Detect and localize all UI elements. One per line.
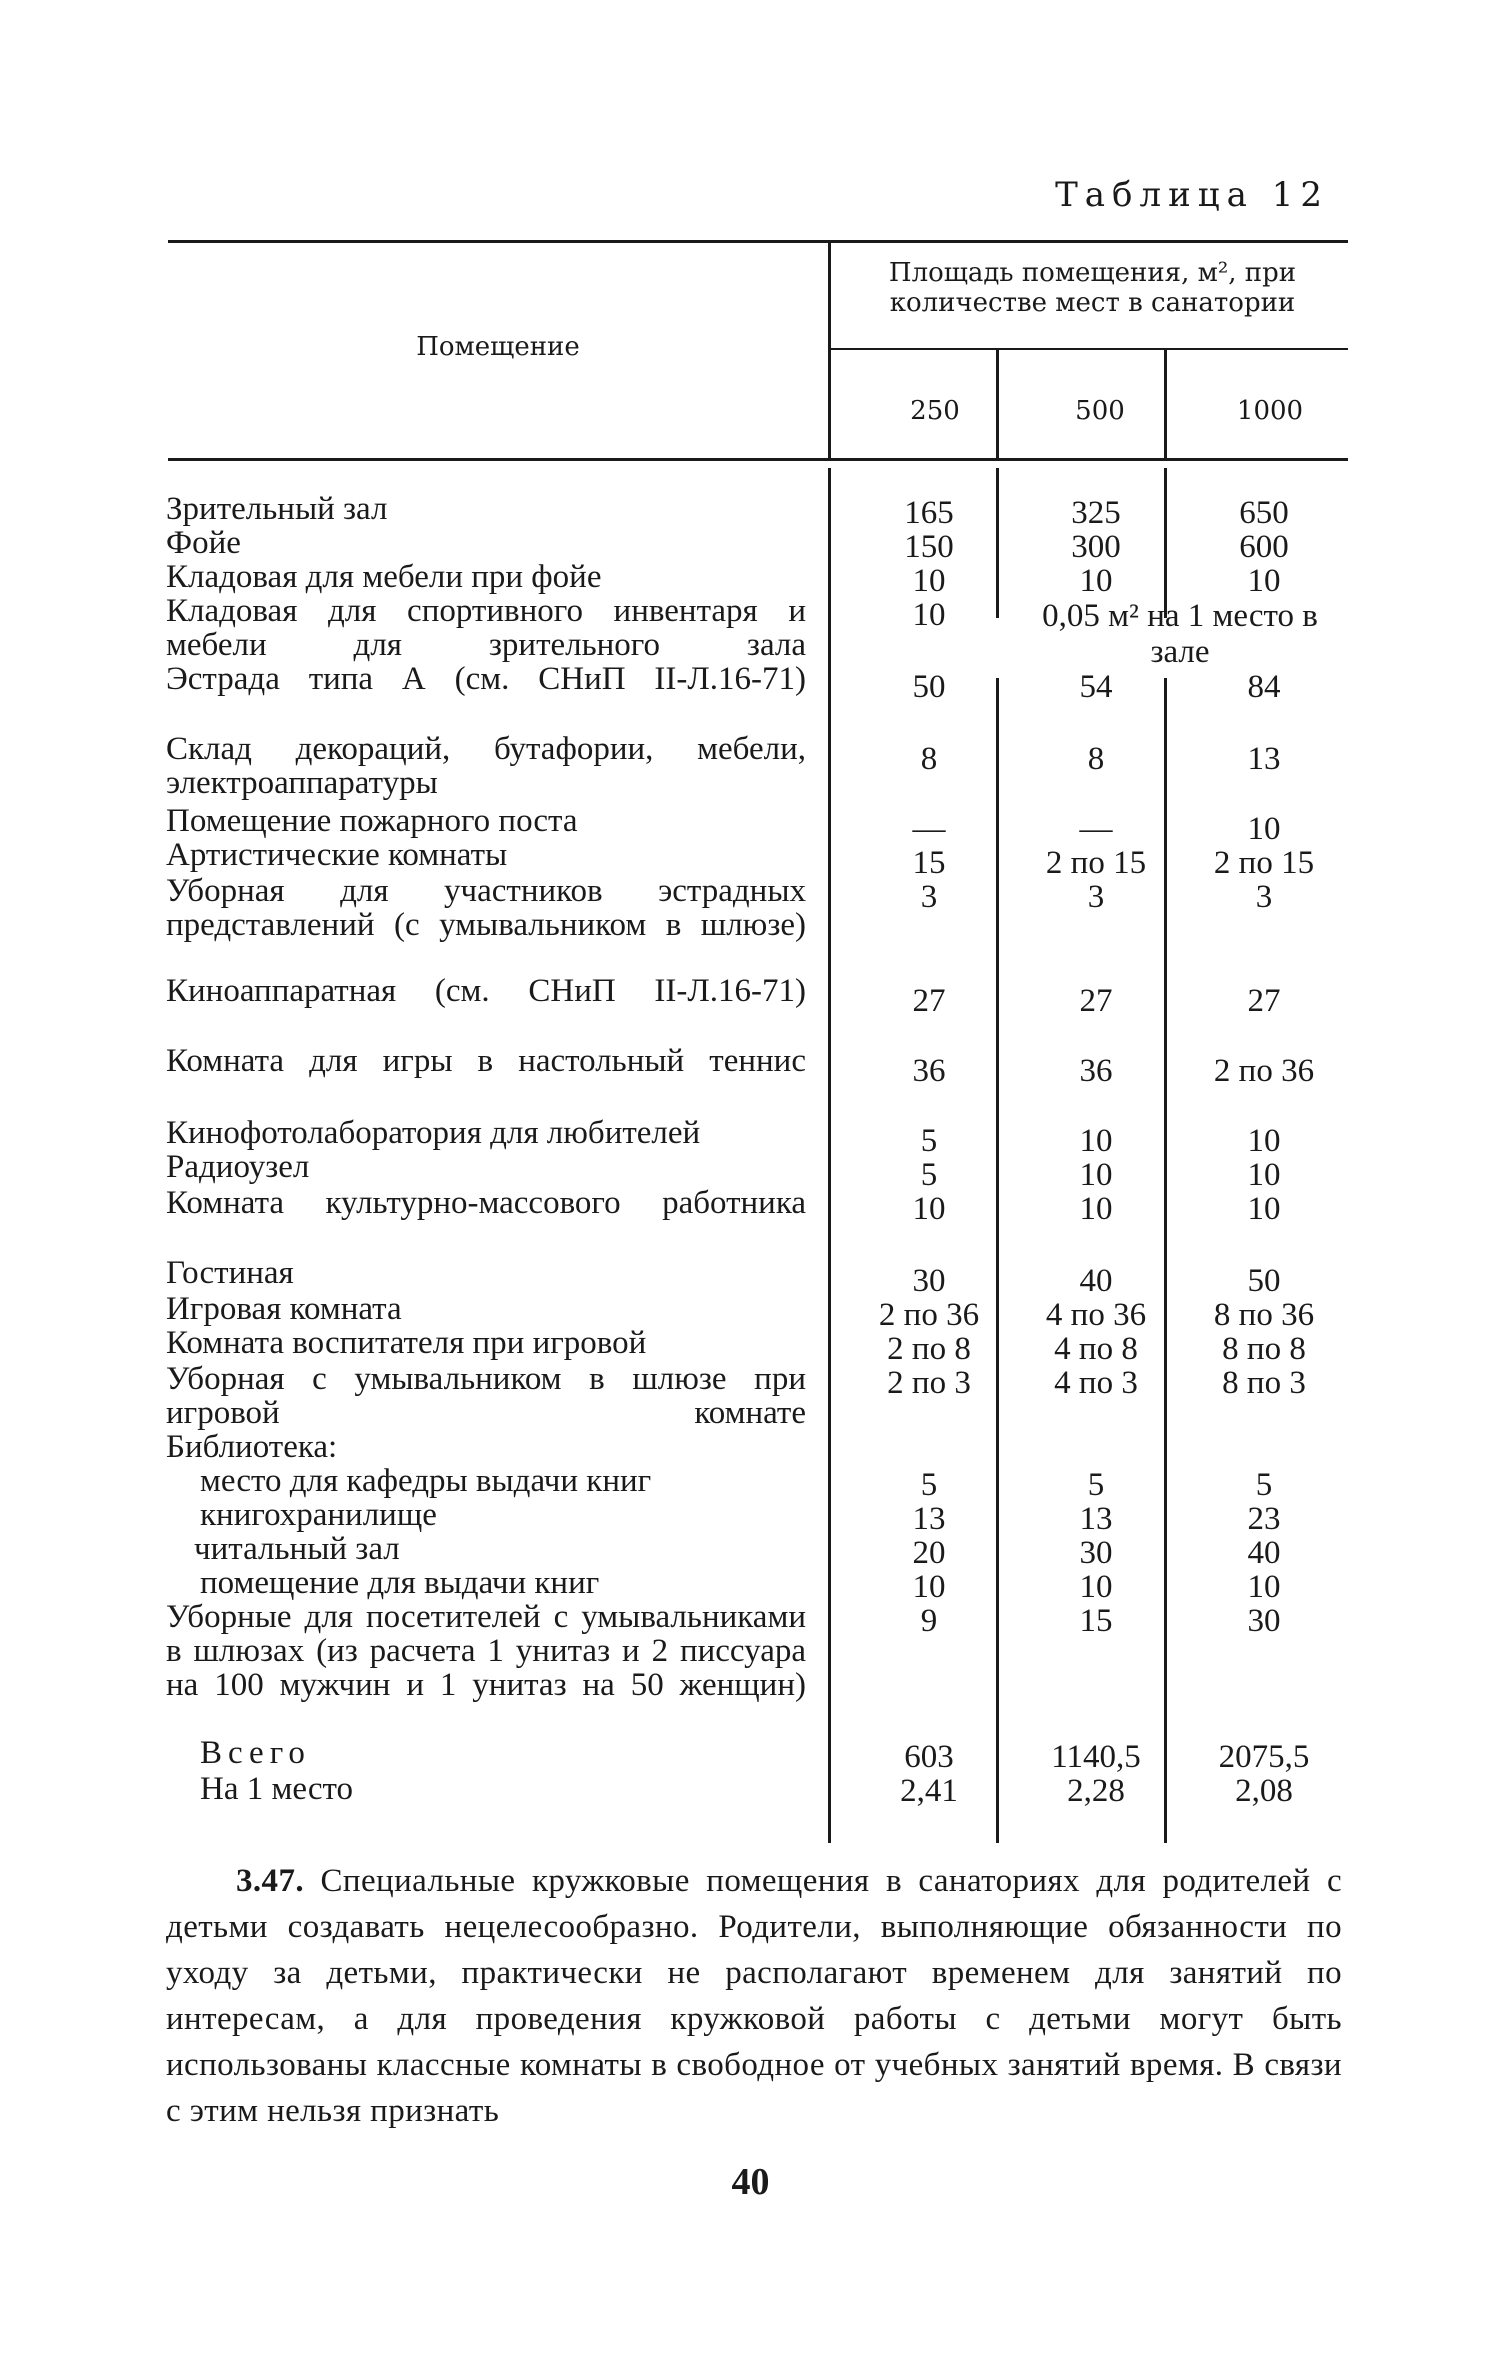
table-row-name: Библиотека:	[166, 1429, 338, 1465]
table-cell: 30	[912, 1263, 946, 1299]
header-bottom-rule	[168, 458, 1348, 461]
table-row-name: Игровая комната	[166, 1291, 402, 1327]
table-cell: 9	[920, 1603, 938, 1639]
table-cell: 165	[904, 495, 954, 531]
table-cell: 15	[1079, 1603, 1113, 1639]
table-cell: 2 по 15	[1213, 845, 1315, 881]
table-cell: 40	[1247, 1535, 1281, 1571]
header-room: Помещение	[416, 332, 580, 362]
table-cell: 10	[1079, 1569, 1113, 1605]
table-cell: 40	[1079, 1263, 1113, 1299]
table-row-name: место для кафедры выдачи книг	[200, 1463, 652, 1499]
per-seat-cell: 2,08	[1235, 1773, 1293, 1809]
table-row-name: Комната культурно-массового работника	[166, 1185, 806, 1221]
header-inner-rule	[830, 348, 1348, 350]
page-number: 40	[731, 2161, 770, 2203]
table-cell: 15	[912, 845, 946, 881]
header-seats-250: 250	[910, 396, 960, 426]
table-row-name: Зрительный зал	[166, 491, 388, 527]
table-cell: 30	[1079, 1535, 1113, 1571]
table-cell: —	[912, 811, 946, 847]
table-cell: 10	[1247, 811, 1281, 847]
table-cell-span: 0,05 м² на 1 место в зале	[1042, 598, 1318, 670]
table-row-name: книгохранилище	[200, 1497, 437, 1533]
table-cell: 300	[1071, 529, 1121, 565]
table-row-name: Фойе	[166, 525, 241, 561]
table-row-name: помещение для выдачи книг	[200, 1565, 600, 1601]
table-cell: 10	[1079, 563, 1113, 599]
table-row-name: Радиоузел	[166, 1149, 310, 1185]
table-cell: 4 по 36	[1045, 1297, 1147, 1333]
per-seat-cell: 2,41	[900, 1773, 958, 1809]
table-cell: 8	[1087, 741, 1105, 777]
table-cell: 8 по 8	[1222, 1331, 1306, 1367]
table-cell: 10	[912, 1191, 946, 1227]
table-cell: 13	[1247, 741, 1281, 777]
table-row-name: Уборная с умывальником в шлюзе при игровой комнате	[166, 1361, 806, 1431]
table-cell: 8 по 36	[1213, 1297, 1315, 1333]
table-cell: 50	[1247, 1263, 1281, 1299]
table-cell: 2 по 36	[878, 1297, 980, 1333]
table-cell: 3	[920, 879, 938, 915]
table-cell: 13	[912, 1501, 946, 1537]
table-cell: 13	[1079, 1501, 1113, 1537]
table-cell: 5	[1087, 1467, 1105, 1503]
table-cell: 8 по 3	[1222, 1365, 1306, 1401]
table-row-name: читальный зал	[194, 1531, 400, 1567]
table-row-name: Помещение пожарного поста	[166, 803, 578, 839]
table-row-name: Кладовая для спортивного инвентаря и мебели для зрительного зала	[166, 593, 806, 663]
table-row-name: Гостиная	[166, 1255, 294, 1291]
table-row-name: Склад декораций, бутафории, мебели, электроаппаратуры	[166, 731, 806, 801]
paragraph-text: Специальные кружковые помещения в санаториях для родителей с детьми создавать нецелесообразно. Родители, выполняющие обязанности по уходу за детьми, практически не располагают временем для занятий по интересам, а для проведения кружковой работы с детьми могут быть использованы классные комнаты в свободное от учебных занятий время. В связи с этим нельзя признать	[166, 1863, 1342, 2129]
table-top-rule	[168, 240, 1348, 243]
header-area: Площадь помещения, м², при количестве мест в санатории	[888, 258, 1297, 318]
table-row-name: Кинофотолаборатория для любителей	[166, 1115, 701, 1151]
table-cell: 2 по 3	[887, 1365, 971, 1401]
table-cell: 4 по 8	[1054, 1331, 1138, 1367]
table-row-name: Кладовая для мебели при фойе	[166, 559, 602, 595]
table-cell: 23	[1247, 1501, 1281, 1537]
table-cell: 5	[920, 1123, 938, 1159]
total-label: Всего	[200, 1735, 311, 1771]
table-cell: 30	[1247, 1603, 1281, 1639]
table-cell: 3	[1255, 879, 1273, 915]
table-cell: 36	[1079, 1053, 1113, 1089]
table-row-name: Уборная для участников эстрадных представлений (с умывальником в шлюзе)	[166, 873, 806, 943]
total-cell: 603	[904, 1739, 954, 1775]
table-cell: 27	[912, 983, 946, 1019]
table-caption: Таблица 12	[1055, 175, 1329, 215]
table-cell: 5	[920, 1467, 938, 1503]
table-cell: 10	[912, 597, 946, 633]
table-cell: 650	[1239, 495, 1289, 531]
table-cell: 600	[1239, 529, 1289, 565]
table-cell: 10	[1247, 1569, 1281, 1605]
total-cell: 1140,5	[1051, 1739, 1141, 1775]
per-seat-cell: 2,28	[1067, 1773, 1125, 1809]
table-cell: 10	[1079, 1157, 1113, 1193]
table-cell: 10	[912, 1569, 946, 1605]
table-cell: 27	[1247, 983, 1281, 1019]
table-cell: 150	[904, 529, 954, 565]
total-cell: 2075,5	[1218, 1739, 1310, 1775]
table-row-name: Артистические комнаты	[166, 837, 508, 873]
table-cell: 10	[1079, 1123, 1113, 1159]
column-divider-main	[828, 242, 831, 458]
table-cell: 325	[1071, 495, 1121, 531]
table-row-name: Уборные для посетителей с умывальниками в шлюзах (из расчета 1 унитаз и 2 писсуара на 100 мужчин и 1 унитаз на 50 женщин)	[166, 1599, 806, 1703]
table-cell: 84	[1247, 669, 1281, 705]
table-cell: 50	[912, 669, 946, 705]
table-cell: 10	[1247, 563, 1281, 599]
table-cell: 10	[1079, 1191, 1113, 1227]
header-seats-500: 500	[1075, 396, 1125, 426]
table-cell: 10	[1247, 1191, 1281, 1227]
paragraph-number: 3.47.	[236, 1863, 304, 1899]
table-cell: 10	[1247, 1157, 1281, 1193]
table-cell: 36	[912, 1053, 946, 1089]
table-row-name: Эстрада типа А (см. СНиП II-Л.16-71)	[166, 661, 806, 697]
table-cell: 4 по 3	[1054, 1365, 1138, 1401]
table-cell: 27	[1079, 983, 1113, 1019]
table-cell: 10	[1247, 1123, 1281, 1159]
table-cell: 2 по 15	[1045, 845, 1147, 881]
header-seats-1000: 1000	[1236, 396, 1304, 426]
table-cell: 3	[1087, 879, 1105, 915]
body-paragraph	[166, 1858, 1342, 2134]
table-cell: 20	[912, 1535, 946, 1571]
table-row-name: Киноаппаратная (см. СНиП II-Л.16-71)	[166, 973, 806, 1009]
table-row-name: Комната для игры в настольный теннис	[166, 1043, 806, 1079]
table-cell: —	[1079, 811, 1113, 847]
table-cell: 10	[912, 563, 946, 599]
table-cell: 5	[1255, 1467, 1273, 1503]
per-seat-label: На 1 место	[200, 1771, 353, 1807]
table-cell: 8	[920, 741, 938, 777]
table-cell: 2 по 36	[1213, 1053, 1315, 1089]
table-cell: 5	[920, 1157, 938, 1193]
table-row-name: Комната воспитателя при игровой	[166, 1325, 647, 1361]
table-cell: 54	[1079, 669, 1113, 705]
table-cell: 2 по 8	[887, 1331, 971, 1367]
body-divider-main	[828, 468, 831, 1843]
